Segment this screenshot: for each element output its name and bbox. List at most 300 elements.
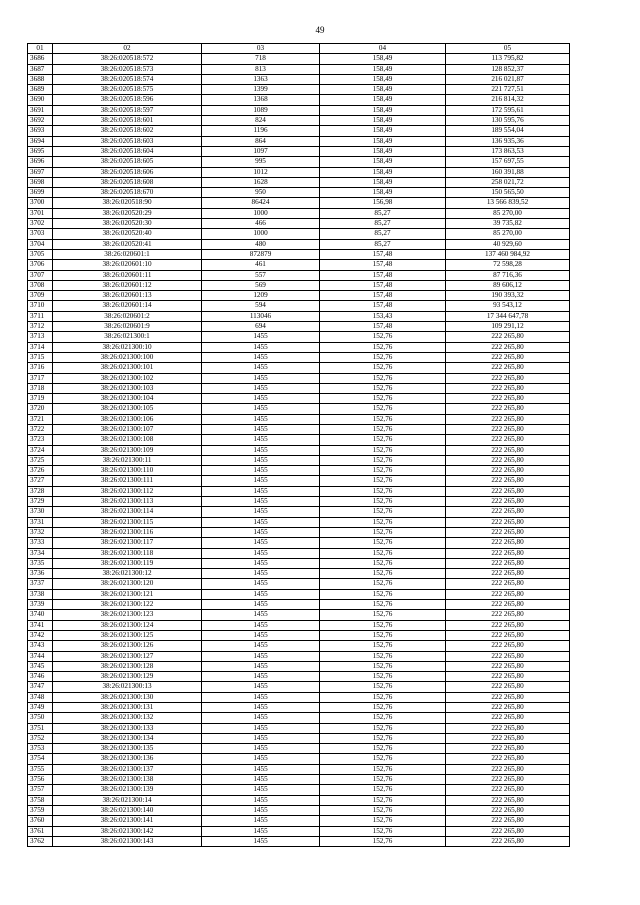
table-cell: 222 265,80: [446, 589, 570, 599]
table-cell: 1455: [202, 692, 320, 702]
table-cell: 152,76: [320, 795, 446, 805]
table-row: [28, 394, 570, 404]
table-cell: 222 265,80: [446, 476, 570, 486]
table-cell: 152,76: [320, 373, 446, 383]
table-cell: 38:26:021300:130: [53, 692, 202, 702]
table-cell: 3752: [28, 733, 53, 743]
table-cell: 72 598,28: [446, 260, 570, 270]
table-row: [28, 486, 570, 496]
table-cell: 40 929,60: [446, 239, 570, 249]
table-cell: 152,76: [320, 785, 446, 795]
table-cell: 222 265,80: [446, 394, 570, 404]
table-cell: 152,76: [320, 435, 446, 445]
table-cell: 3706: [28, 260, 53, 270]
table-row: [28, 723, 570, 733]
table-cell: 152,76: [320, 486, 446, 496]
table-cell: 3709: [28, 291, 53, 301]
table-cell: 1455: [202, 713, 320, 723]
table-cell: 157,48: [320, 249, 446, 259]
table-cell: 158,49: [320, 54, 446, 64]
table-cell: 152,76: [320, 466, 446, 476]
table-cell: 3749: [28, 703, 53, 713]
column-header: 04: [320, 44, 446, 54]
table-cell: 3728: [28, 486, 53, 496]
table-cell: 3724: [28, 445, 53, 455]
table-cell: 1455: [202, 383, 320, 393]
table-cell: 158,49: [320, 136, 446, 146]
table-cell: 38:26:021300:114: [53, 507, 202, 517]
table-cell: 222 265,80: [446, 579, 570, 589]
table-cell: 1455: [202, 775, 320, 785]
table-cell: 38:26:021300:133: [53, 723, 202, 733]
table-cell: 3699: [28, 188, 53, 198]
table-cell: 3742: [28, 630, 53, 640]
table-cell: 995: [202, 157, 320, 167]
table-cell: 1455: [202, 641, 320, 651]
table-cell: 1455: [202, 589, 320, 599]
table-row: [28, 435, 570, 445]
table-cell: 222 265,80: [446, 569, 570, 579]
table-cell: 3758: [28, 795, 53, 805]
table-cell: 222 265,80: [446, 641, 570, 651]
table-cell: 1455: [202, 733, 320, 743]
table-cell: 222 265,80: [446, 538, 570, 548]
table-cell: 221 727,51: [446, 85, 570, 95]
table-cell: 222 265,80: [446, 486, 570, 496]
table-cell: 222 265,80: [446, 455, 570, 465]
table-cell: 222 265,80: [446, 466, 570, 476]
table-cell: 1455: [202, 538, 320, 548]
table-cell: 38:26:021300:142: [53, 826, 202, 836]
table-cell: 38:26:020518:90: [53, 198, 202, 208]
table-cell: 38:26:021300:129: [53, 672, 202, 682]
table-cell: 216 021,87: [446, 74, 570, 84]
table-cell: 137 460 984,92: [446, 249, 570, 259]
table-cell: 222 265,80: [446, 352, 570, 362]
table-cell: 38:26:020518:602: [53, 126, 202, 136]
table-cell: 152,76: [320, 538, 446, 548]
table-row: [28, 424, 570, 434]
table-cell: 38:26:021300:131: [53, 703, 202, 713]
table-cell: 222 265,80: [446, 785, 570, 795]
table-cell: 152,76: [320, 579, 446, 589]
table-cell: 3760: [28, 816, 53, 826]
table-cell: 38:26:021300:128: [53, 661, 202, 671]
table-cell: 3695: [28, 146, 53, 156]
table-row: [28, 95, 570, 105]
table-cell: 3762: [28, 836, 53, 846]
table-row: [28, 805, 570, 815]
table-cell: 222 265,80: [446, 424, 570, 434]
table-cell: 38:26:021300:111: [53, 476, 202, 486]
table-cell: 222 265,80: [446, 610, 570, 620]
table-cell: 152,76: [320, 816, 446, 826]
column-header: 05: [446, 44, 570, 54]
table-cell: 17 344 647,78: [446, 311, 570, 321]
table-cell: 222 265,80: [446, 795, 570, 805]
table-cell: 38:26:021300:119: [53, 558, 202, 568]
table-row: [28, 64, 570, 74]
table-row: [28, 383, 570, 393]
table-cell: 3754: [28, 754, 53, 764]
table-cell: 152,76: [320, 497, 446, 507]
table-cell: 152,76: [320, 682, 446, 692]
table-row: [28, 661, 570, 671]
table-cell: 152,76: [320, 589, 446, 599]
table-cell: 38:26:021300:120: [53, 579, 202, 589]
table-row: [28, 703, 570, 713]
table-cell: 3759: [28, 805, 53, 815]
table-cell: 1455: [202, 569, 320, 579]
table-cell: 152,76: [320, 569, 446, 579]
table-cell: 222 265,80: [446, 507, 570, 517]
table-cell: 3686: [28, 54, 53, 64]
table-cell: 158,49: [320, 126, 446, 136]
table-cell: 222 265,80: [446, 836, 570, 846]
table-cell: 1455: [202, 527, 320, 537]
table-cell: 3746: [28, 672, 53, 682]
table-row: [28, 198, 570, 208]
table-cell: 38:26:020518:597: [53, 105, 202, 115]
table-row: [28, 682, 570, 692]
table-cell: 38:26:020601:13: [53, 291, 202, 301]
table-cell: 1455: [202, 672, 320, 682]
table-row: [28, 630, 570, 640]
table-row: [28, 692, 570, 702]
table-cell: 113 795,82: [446, 54, 570, 64]
table-cell: 152,76: [320, 394, 446, 404]
table-cell: 1455: [202, 424, 320, 434]
table-cell: 3727: [28, 476, 53, 486]
table-cell: 38:26:021300:143: [53, 836, 202, 846]
table-cell: 864: [202, 136, 320, 146]
table-cell: 38:26:021300:132: [53, 713, 202, 723]
table-cell: 1455: [202, 476, 320, 486]
table-cell: 152,76: [320, 641, 446, 651]
table-cell: 594: [202, 301, 320, 311]
table-cell: 113046: [202, 311, 320, 321]
table-cell: 38:26:021300:126: [53, 641, 202, 651]
table-cell: 3722: [28, 424, 53, 434]
table-cell: 38:26:021300:13: [53, 682, 202, 692]
table-cell: 38:26:020518:670: [53, 188, 202, 198]
table-cell: 222 265,80: [446, 775, 570, 785]
table-cell: 38:26:021300:117: [53, 538, 202, 548]
table-cell: 38:26:021300:10: [53, 342, 202, 352]
table-cell: 1089: [202, 105, 320, 115]
table-cell: 152,76: [320, 383, 446, 393]
table-row: [28, 219, 570, 229]
page-number: 49: [315, 25, 325, 35]
table-cell: 158,49: [320, 116, 446, 126]
table-row: [28, 600, 570, 610]
table-cell: 157,48: [320, 301, 446, 311]
table-cell: 1455: [202, 414, 320, 424]
table-row: [28, 126, 570, 136]
table-cell: 3718: [28, 383, 53, 393]
table-cell: 1399: [202, 85, 320, 95]
table-row: [28, 363, 570, 373]
table-cell: 3744: [28, 651, 53, 661]
table-cell: 157,48: [320, 322, 446, 332]
table-cell: 38:26:021300:113: [53, 497, 202, 507]
table-cell: 158,49: [320, 74, 446, 84]
table-cell: 38:26:021300:12: [53, 569, 202, 579]
table-cell: 38:26:020601:14: [53, 301, 202, 311]
table-cell: 1455: [202, 703, 320, 713]
table-cell: 222 265,80: [446, 682, 570, 692]
table-cell: 38:26:021300:127: [53, 651, 202, 661]
table-cell: 1097: [202, 146, 320, 156]
table-cell: 38:26:021300:101: [53, 363, 202, 373]
table-cell: 158,49: [320, 188, 446, 198]
table-cell: 222 265,80: [446, 744, 570, 754]
table-row: [28, 239, 570, 249]
table-cell: 85,27: [320, 229, 446, 239]
table-cell: 38:26:020601:1: [53, 249, 202, 259]
table-cell: 85,27: [320, 219, 446, 229]
table-cell: 1455: [202, 630, 320, 640]
table-cell: 3712: [28, 322, 53, 332]
table-cell: 1628: [202, 177, 320, 187]
table-cell: 1368: [202, 95, 320, 105]
table-row: [28, 188, 570, 198]
table-row: [28, 342, 570, 352]
table-row: [28, 569, 570, 579]
table-cell: 156,98: [320, 198, 446, 208]
table-cell: 38:26:021300:139: [53, 785, 202, 795]
table-cell: 222 265,80: [446, 558, 570, 568]
table-cell: 1455: [202, 497, 320, 507]
table-cell: 38:26:021300:135: [53, 744, 202, 754]
table-cell: 152,76: [320, 507, 446, 517]
table-cell: 222 265,80: [446, 764, 570, 774]
table-cell: 152,76: [320, 342, 446, 352]
table-row: [28, 816, 570, 826]
table-row: [28, 85, 570, 95]
table-cell: 38:26:021300:122: [53, 600, 202, 610]
table-cell: 38:26:021300:100: [53, 352, 202, 362]
table-cell: 480: [202, 239, 320, 249]
table-cell: 158,49: [320, 157, 446, 167]
table-row: [28, 641, 570, 651]
table-cell: 3700: [28, 198, 53, 208]
table-cell: 152,76: [320, 363, 446, 373]
table-cell: 3719: [28, 394, 53, 404]
table-cell: 3732: [28, 527, 53, 537]
table-cell: 3761: [28, 826, 53, 836]
table-row: [28, 260, 570, 270]
table-cell: 158,49: [320, 105, 446, 115]
table-row: [28, 229, 570, 239]
table-cell: 1455: [202, 826, 320, 836]
table-cell: 3692: [28, 116, 53, 126]
table-cell: 3711: [28, 311, 53, 321]
table-cell: 813: [202, 64, 320, 74]
table-cell: 222 265,80: [446, 435, 570, 445]
table-cell: 1455: [202, 394, 320, 404]
table-cell: 93 543,12: [446, 301, 570, 311]
table-cell: 152,76: [320, 445, 446, 455]
table-cell: 222 265,80: [446, 404, 570, 414]
table-cell: 1455: [202, 342, 320, 352]
table-row: [28, 672, 570, 682]
table-row: [28, 116, 570, 126]
table-cell: 85 270,00: [446, 208, 570, 218]
table-cell: 222 265,80: [446, 733, 570, 743]
table-cell: 38:26:020518:572: [53, 54, 202, 64]
table-cell: 222 265,80: [446, 754, 570, 764]
table-cell: 38:26:021300:112: [53, 486, 202, 496]
table-row: [28, 373, 570, 383]
table-row: [28, 589, 570, 599]
table-cell: 38:26:020601:9: [53, 322, 202, 332]
table-cell: 694: [202, 322, 320, 332]
table-cell: 38:26:021300:121: [53, 589, 202, 599]
table-cell: 1455: [202, 507, 320, 517]
table-cell: 38:26:021300:1: [53, 332, 202, 342]
table-cell: 1455: [202, 836, 320, 846]
table-cell: 38:26:021300:108: [53, 435, 202, 445]
table-cell: 1455: [202, 455, 320, 465]
table-cell: 38:26:021300:105: [53, 404, 202, 414]
table-cell: 569: [202, 280, 320, 290]
table-cell: 1012: [202, 167, 320, 177]
table-cell: 3694: [28, 136, 53, 146]
table-cell: 1000: [202, 229, 320, 239]
table-cell: 222 265,80: [446, 548, 570, 558]
table-row: [28, 527, 570, 537]
table-cell: 3708: [28, 280, 53, 290]
table-cell: 222 265,80: [446, 630, 570, 640]
table-cell: 152,76: [320, 630, 446, 640]
table-cell: 38:26:020601:10: [53, 260, 202, 270]
table-cell: 38:26:021300:123: [53, 610, 202, 620]
table-cell: 222 265,80: [446, 661, 570, 671]
table-row: [28, 733, 570, 743]
table-cell: 1455: [202, 548, 320, 558]
table-cell: 38:26:020520:29: [53, 208, 202, 218]
table-cell: 1455: [202, 435, 320, 445]
table-cell: 38:26:020518:608: [53, 177, 202, 187]
table-cell: 1455: [202, 816, 320, 826]
table-cell: 38:26:021300:134: [53, 733, 202, 743]
table-cell: 3689: [28, 85, 53, 95]
table-row: [28, 249, 570, 259]
table-cell: 3715: [28, 352, 53, 362]
table-cell: 1455: [202, 620, 320, 630]
table-cell: 158,49: [320, 64, 446, 74]
table-row: [28, 404, 570, 414]
table-cell: 3690: [28, 95, 53, 105]
table-cell: 38:26:021300:102: [53, 373, 202, 383]
table-cell: 1455: [202, 805, 320, 815]
table-cell: 38:26:021300:137: [53, 764, 202, 774]
table-row: [28, 352, 570, 362]
table-cell: 3710: [28, 301, 53, 311]
table-cell: 3703: [28, 229, 53, 239]
table-row: [28, 208, 570, 218]
table-row: [28, 713, 570, 723]
table-body: [28, 54, 570, 847]
table-cell: 222 265,80: [446, 363, 570, 373]
table-row: [28, 548, 570, 558]
table-cell: 1455: [202, 682, 320, 692]
table-cell: 152,76: [320, 744, 446, 754]
table-cell: 38:26:020520:40: [53, 229, 202, 239]
table-cell: 222 265,80: [446, 651, 570, 661]
table-row: [28, 764, 570, 774]
table-cell: 3739: [28, 600, 53, 610]
table-cell: 38:26:020518:601: [53, 116, 202, 126]
table-row: [28, 795, 570, 805]
table-cell: 38:26:020518:605: [53, 157, 202, 167]
table-row: [28, 322, 570, 332]
table-row: [28, 497, 570, 507]
table-cell: 152,76: [320, 703, 446, 713]
table-cell: 87 716,36: [446, 270, 570, 280]
table-cell: 38:26:021300:11: [53, 455, 202, 465]
table-cell: 152,76: [320, 754, 446, 764]
table-cell: 152,76: [320, 672, 446, 682]
table-cell: 3733: [28, 538, 53, 548]
table-row: [28, 167, 570, 177]
table-cell: 3726: [28, 466, 53, 476]
table-cell: 86424: [202, 198, 320, 208]
table-cell: 1455: [202, 558, 320, 568]
table-cell: 152,76: [320, 476, 446, 486]
table-row: [28, 517, 570, 527]
table-cell: 152,76: [320, 692, 446, 702]
table-cell: 3723: [28, 435, 53, 445]
table-row: [28, 785, 570, 795]
table-cell: 3730: [28, 507, 53, 517]
table-cell: 222 265,80: [446, 497, 570, 507]
table-cell: 466: [202, 219, 320, 229]
table-cell: 3750: [28, 713, 53, 723]
table-row: [28, 54, 570, 64]
table-cell: 153,43: [320, 311, 446, 321]
table-cell: 3747: [28, 682, 53, 692]
table-cell: 89 606,12: [446, 280, 570, 290]
table-cell: 222 265,80: [446, 703, 570, 713]
table-cell: 152,76: [320, 600, 446, 610]
table-cell: 3725: [28, 455, 53, 465]
table-cell: 152,76: [320, 404, 446, 414]
table-cell: 3741: [28, 620, 53, 630]
table-cell: 1455: [202, 723, 320, 733]
table-cell: 189 554,04: [446, 126, 570, 136]
table-cell: 216 814,32: [446, 95, 570, 105]
table-cell: 222 265,80: [446, 383, 570, 393]
table-cell: 158,49: [320, 85, 446, 95]
table-cell: 38:26:020518:573: [53, 64, 202, 74]
table-cell: 157,48: [320, 270, 446, 280]
table-cell: 38:26:020520:30: [53, 219, 202, 229]
table-cell: 557: [202, 270, 320, 280]
table-cell: 3701: [28, 208, 53, 218]
table-cell: 157,48: [320, 280, 446, 290]
table-cell: 222 265,80: [446, 723, 570, 733]
table-cell: 222 265,80: [446, 692, 570, 702]
table-cell: 38:26:021300:110: [53, 466, 202, 476]
table-cell: 152,76: [320, 527, 446, 537]
table-cell: 3748: [28, 692, 53, 702]
table-row: [28, 74, 570, 84]
table-cell: 38:26:020518:604: [53, 146, 202, 156]
table-cell: 158,49: [320, 177, 446, 187]
table-cell: 1455: [202, 764, 320, 774]
